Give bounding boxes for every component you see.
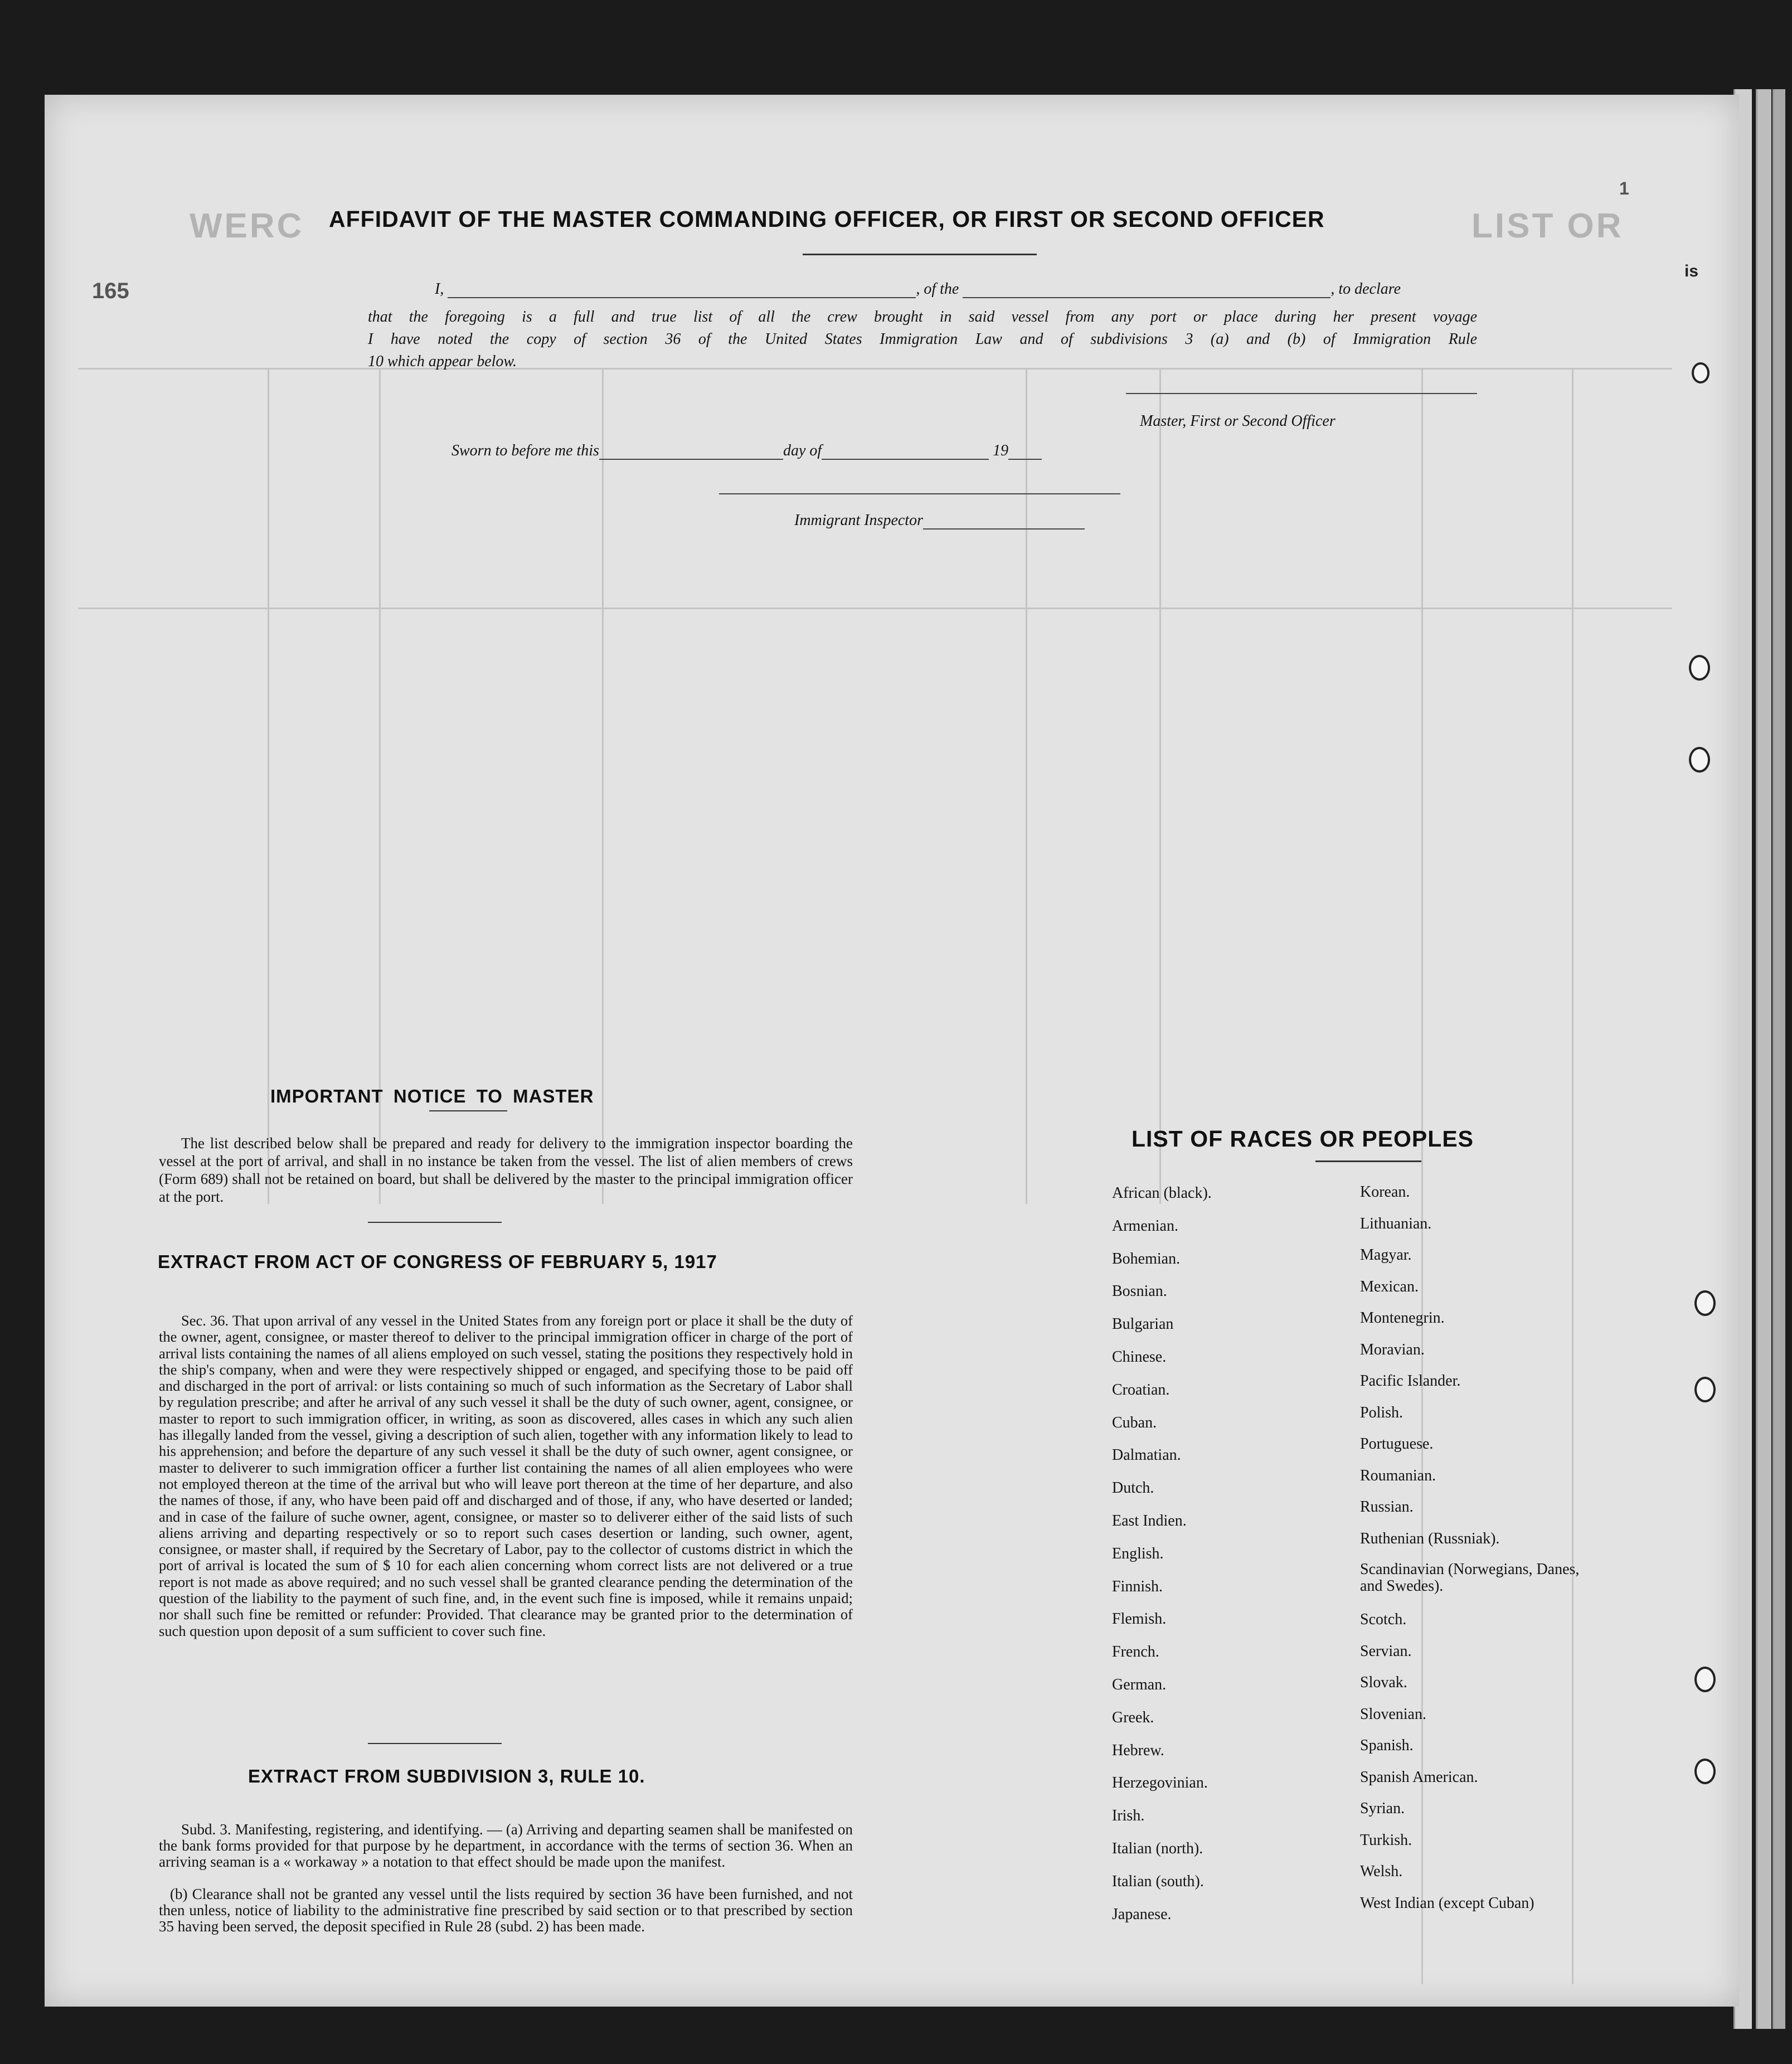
- race-item: Armenian.: [1112, 1217, 1178, 1235]
- race-item: Slovenian.: [1360, 1706, 1426, 1723]
- race-item: Bulgarian: [1112, 1315, 1174, 1333]
- race-item: French.: [1112, 1643, 1159, 1660]
- punch-hole: [1694, 1667, 1716, 1692]
- punch-hole: [1694, 1290, 1716, 1316]
- bleed-through-column: [1572, 368, 1574, 1984]
- sworn-prefix: Sworn to before me this: [451, 442, 599, 459]
- punch-hole: [1692, 362, 1710, 383]
- sworn-year-field[interactable]: [1008, 459, 1042, 460]
- sworn-day-field[interactable]: [599, 459, 783, 460]
- declaration-line-4: 10 which appear below.: [368, 353, 517, 370]
- race-item: Dutch.: [1112, 1479, 1154, 1497]
- race-item: Welsh.: [1360, 1863, 1403, 1880]
- inspector-line: [794, 512, 1085, 530]
- race-item: West Indian (except Cuban): [1360, 1895, 1534, 1912]
- race-item: Magyar.: [1360, 1246, 1412, 1264]
- bleed-through-column: [1159, 368, 1161, 1204]
- race-item: Finnish.: [1112, 1578, 1163, 1595]
- declarant-name-field[interactable]: [448, 297, 916, 298]
- rule-extract-text-a: Subd. 3. Manifesting, registering, and identifying. — (a) Arriving and departing seamen shall be manifested on the bank forms provided for that purpose by he department, in accordance with the terms of section 36. When an arriving seaman is a « workaway » a notation to that effect should be made upon the manifest.: [159, 1821, 853, 1870]
- sworn-line: [451, 442, 1042, 460]
- race-item: Spanish American.: [1360, 1769, 1478, 1786]
- race-item: German.: [1112, 1676, 1167, 1693]
- race-item: Cuban.: [1112, 1414, 1157, 1431]
- race-item: Chinese.: [1112, 1348, 1167, 1366]
- folio-number: 165: [92, 279, 129, 303]
- rule-extract-title: EXTRACT FROM SUBDIVISION 3, RULE 10.: [248, 1766, 645, 1786]
- race-item: Korean.: [1360, 1183, 1410, 1201]
- race-item: Lithuanian.: [1360, 1215, 1432, 1232]
- act-extract-text: Sec. 36. That upon arrival of any vessel in the United States from any foreign port or place it shall be the duty of the owner, agent, consignee, or master thereof to deliver to the principal immigration officer in charge of the port of arrival lists containing the names of all aliens employed on such vessel, stating the positions they respectively hold in the ship's company, when and were they were respectively shipped or engaged, and specifying those to be paid off and discharged in the port of arrival: or lists containing so much of such information as the Secretary of Labor shall by regulation prescribe; and after he arrival of any such vessel it shall be the duty of such owner, agent, consignee, or master to report to such immigration officer, in writing, as soon as discovered, alles cases in which any such alien has illegally landed from the vessel, giving a description of such alien, together with any information likely to lead to his apprehension; and before the departure of any such vessel it shall be the duty of such owner, agent consignee, or master to deliverer to such immigration officer a further list containing the names of all alien employees who were not employed thereon at the time of the arrival but who will leave port thereon at the time of her departure, and also the names of those, if any, who have been paid off and discharged and of those, if any, who have deserted or landed; and in case of the failure of suche owner, agent, consignee, or master so to deliverer either of the said lists of such aliens arriving and departing respectively or so to report such cases desertion or landing, such owner, agent, consignee, or master shall, if required by the Secretary of Labor, pay to the collector of customs district in which the port of arrival is located the sum of $ 10 for each alien concerning whom correct lists are not delivered or a true report is not made as above required; and no such vessel shall be granted clearance pending the determination of the question of the liability to the payment of such fine, and, in the event such fine is imposed, while it remains unpaid; nor shall such fine be remitted or refunder: Provided. That clearance may be granted prior to the determination of such question upon deposit of a sum sufficient to cover such fine.: [159, 1312, 853, 1639]
- punch-hole: [1689, 655, 1710, 681]
- notice-title-underline: [429, 1110, 507, 1111]
- races-title: LIST OF RACES OR PEOPLES: [1131, 1126, 1474, 1152]
- race-item: Scotch.: [1360, 1611, 1407, 1628]
- manifest-page: [45, 95, 1739, 2007]
- declaration-line: [435, 280, 1401, 298]
- race-item: Polish.: [1360, 1404, 1404, 1421]
- race-item: Hebrew.: [1112, 1742, 1164, 1759]
- races-title-underline: [1315, 1160, 1421, 1162]
- race-item: Pacific Islander.: [1360, 1372, 1461, 1390]
- bleed-through-column: [602, 368, 604, 1204]
- day-of-label: day of: [783, 442, 822, 459]
- race-item: Slovak.: [1360, 1674, 1407, 1691]
- side-mark: is: [1684, 262, 1699, 280]
- race-item: Portuguese.: [1360, 1435, 1434, 1453]
- bleed-through-column: [268, 368, 269, 1204]
- race-item: Montenegrin.: [1360, 1309, 1445, 1327]
- declarant-prefix: I,: [435, 280, 444, 298]
- race-item: Mexican.: [1360, 1278, 1419, 1295]
- race-item: Spanish.: [1360, 1737, 1414, 1754]
- sworn-month-field[interactable]: [822, 459, 989, 460]
- race-item: Bohemian.: [1112, 1250, 1181, 1267]
- race-item: Roumanian.: [1360, 1467, 1436, 1484]
- race-item: Greek.: [1112, 1709, 1154, 1726]
- race-item: African (black).: [1112, 1184, 1212, 1202]
- race-item: East Indien.: [1112, 1512, 1187, 1529]
- bleed-through-header: WERC: [190, 207, 304, 245]
- race-item: Scandinavian (Norwegians, Danes, and Swedes).: [1360, 1561, 1580, 1595]
- inspector-name-field[interactable]: [923, 528, 1085, 530]
- race-item: Ruthenian (Russniak).: [1360, 1530, 1500, 1547]
- punch-hole: [1689, 747, 1710, 773]
- vessel-name-field[interactable]: [963, 297, 1330, 298]
- race-item: Russian.: [1360, 1498, 1414, 1516]
- inspector-label: Immigrant Inspector: [794, 512, 923, 529]
- affidavit-title: AFFIDAVIT OF THE MASTER COMMANDING OFFICER, OR FIRST OR SECOND OFFICER: [329, 206, 1325, 232]
- rule-extract-text-b: (b) Clearance shall not be granted any vessel until the lists required by section 36 have been furnished, and not then unless, notice of liability to the administrative fine prescribed by said section or to that prescribed by section 35 having been served, the deposit specified in Rule 28 (subd. 2) has been made.: [159, 1886, 853, 1935]
- bleed-through-header-right: LIST OR: [1472, 207, 1624, 245]
- race-item: Herzegovinian.: [1112, 1774, 1208, 1791]
- notice-text: The list described below shall be prepared and ready for delivery to the immigration inspector boarding the vessel at the port of arrival, and shall in no instance be taken from the vessel. The list of alien members of crews (Form 689) shall not be retained on board, but shall be delivered by the master to the principal immigration officer at the port.: [159, 1135, 853, 1205]
- to-declare-label: , to declare: [1330, 280, 1401, 298]
- act-divider: [368, 1743, 502, 1744]
- race-item: Croatian.: [1112, 1381, 1170, 1398]
- race-item: Italian (south).: [1112, 1873, 1204, 1890]
- of-the-label: , of the: [916, 280, 959, 298]
- master-signature-field[interactable]: [1126, 393, 1477, 394]
- race-item: Turkish.: [1360, 1832, 1412, 1849]
- race-item: Flemish.: [1112, 1610, 1167, 1628]
- act-extract-title: EXTRACT FROM ACT OF CONGRESS OF FEBRUARY 5, 1917: [158, 1251, 717, 1272]
- year-prefix: 19: [993, 442, 1009, 459]
- race-item: Italian (north).: [1112, 1840, 1203, 1857]
- notice-divider: [368, 1222, 502, 1223]
- race-item: Irish.: [1112, 1807, 1145, 1824]
- punch-hole: [1694, 1759, 1716, 1784]
- race-item: Dalmatian.: [1112, 1446, 1181, 1464]
- race-item: Japanese.: [1112, 1906, 1172, 1923]
- bleed-through-rule: [78, 608, 1672, 609]
- race-item: Syrian.: [1360, 1800, 1405, 1817]
- bleed-through-column: [1421, 368, 1423, 1984]
- declaration-line-3: I have noted the copy of section 36 of the United States Immigration Law and of subdivisions 3 (a) and (b) of Immigration Rule: [368, 331, 1477, 348]
- bleed-through-column: [379, 368, 381, 1204]
- corner-mark: 1: [1619, 178, 1629, 198]
- bleed-through-rule: [78, 368, 1672, 370]
- declaration-line-2: that the foregoing is a full and true list of all the crew brought in said vessel from any port or place during her present voyage: [368, 308, 1477, 326]
- inspector-signature-field[interactable]: [719, 493, 1120, 494]
- title-underline: [803, 254, 1037, 255]
- signature-label: Master, First or Second Officer: [1140, 412, 1335, 430]
- race-item: Servian.: [1360, 1643, 1412, 1660]
- race-item: Bosnian.: [1112, 1283, 1167, 1300]
- punch-hole: [1694, 1377, 1716, 1402]
- race-item: English.: [1112, 1545, 1164, 1562]
- race-item: Moravian.: [1360, 1341, 1425, 1358]
- notice-title: IMPORTANT NOTICE TO MASTER: [270, 1086, 594, 1106]
